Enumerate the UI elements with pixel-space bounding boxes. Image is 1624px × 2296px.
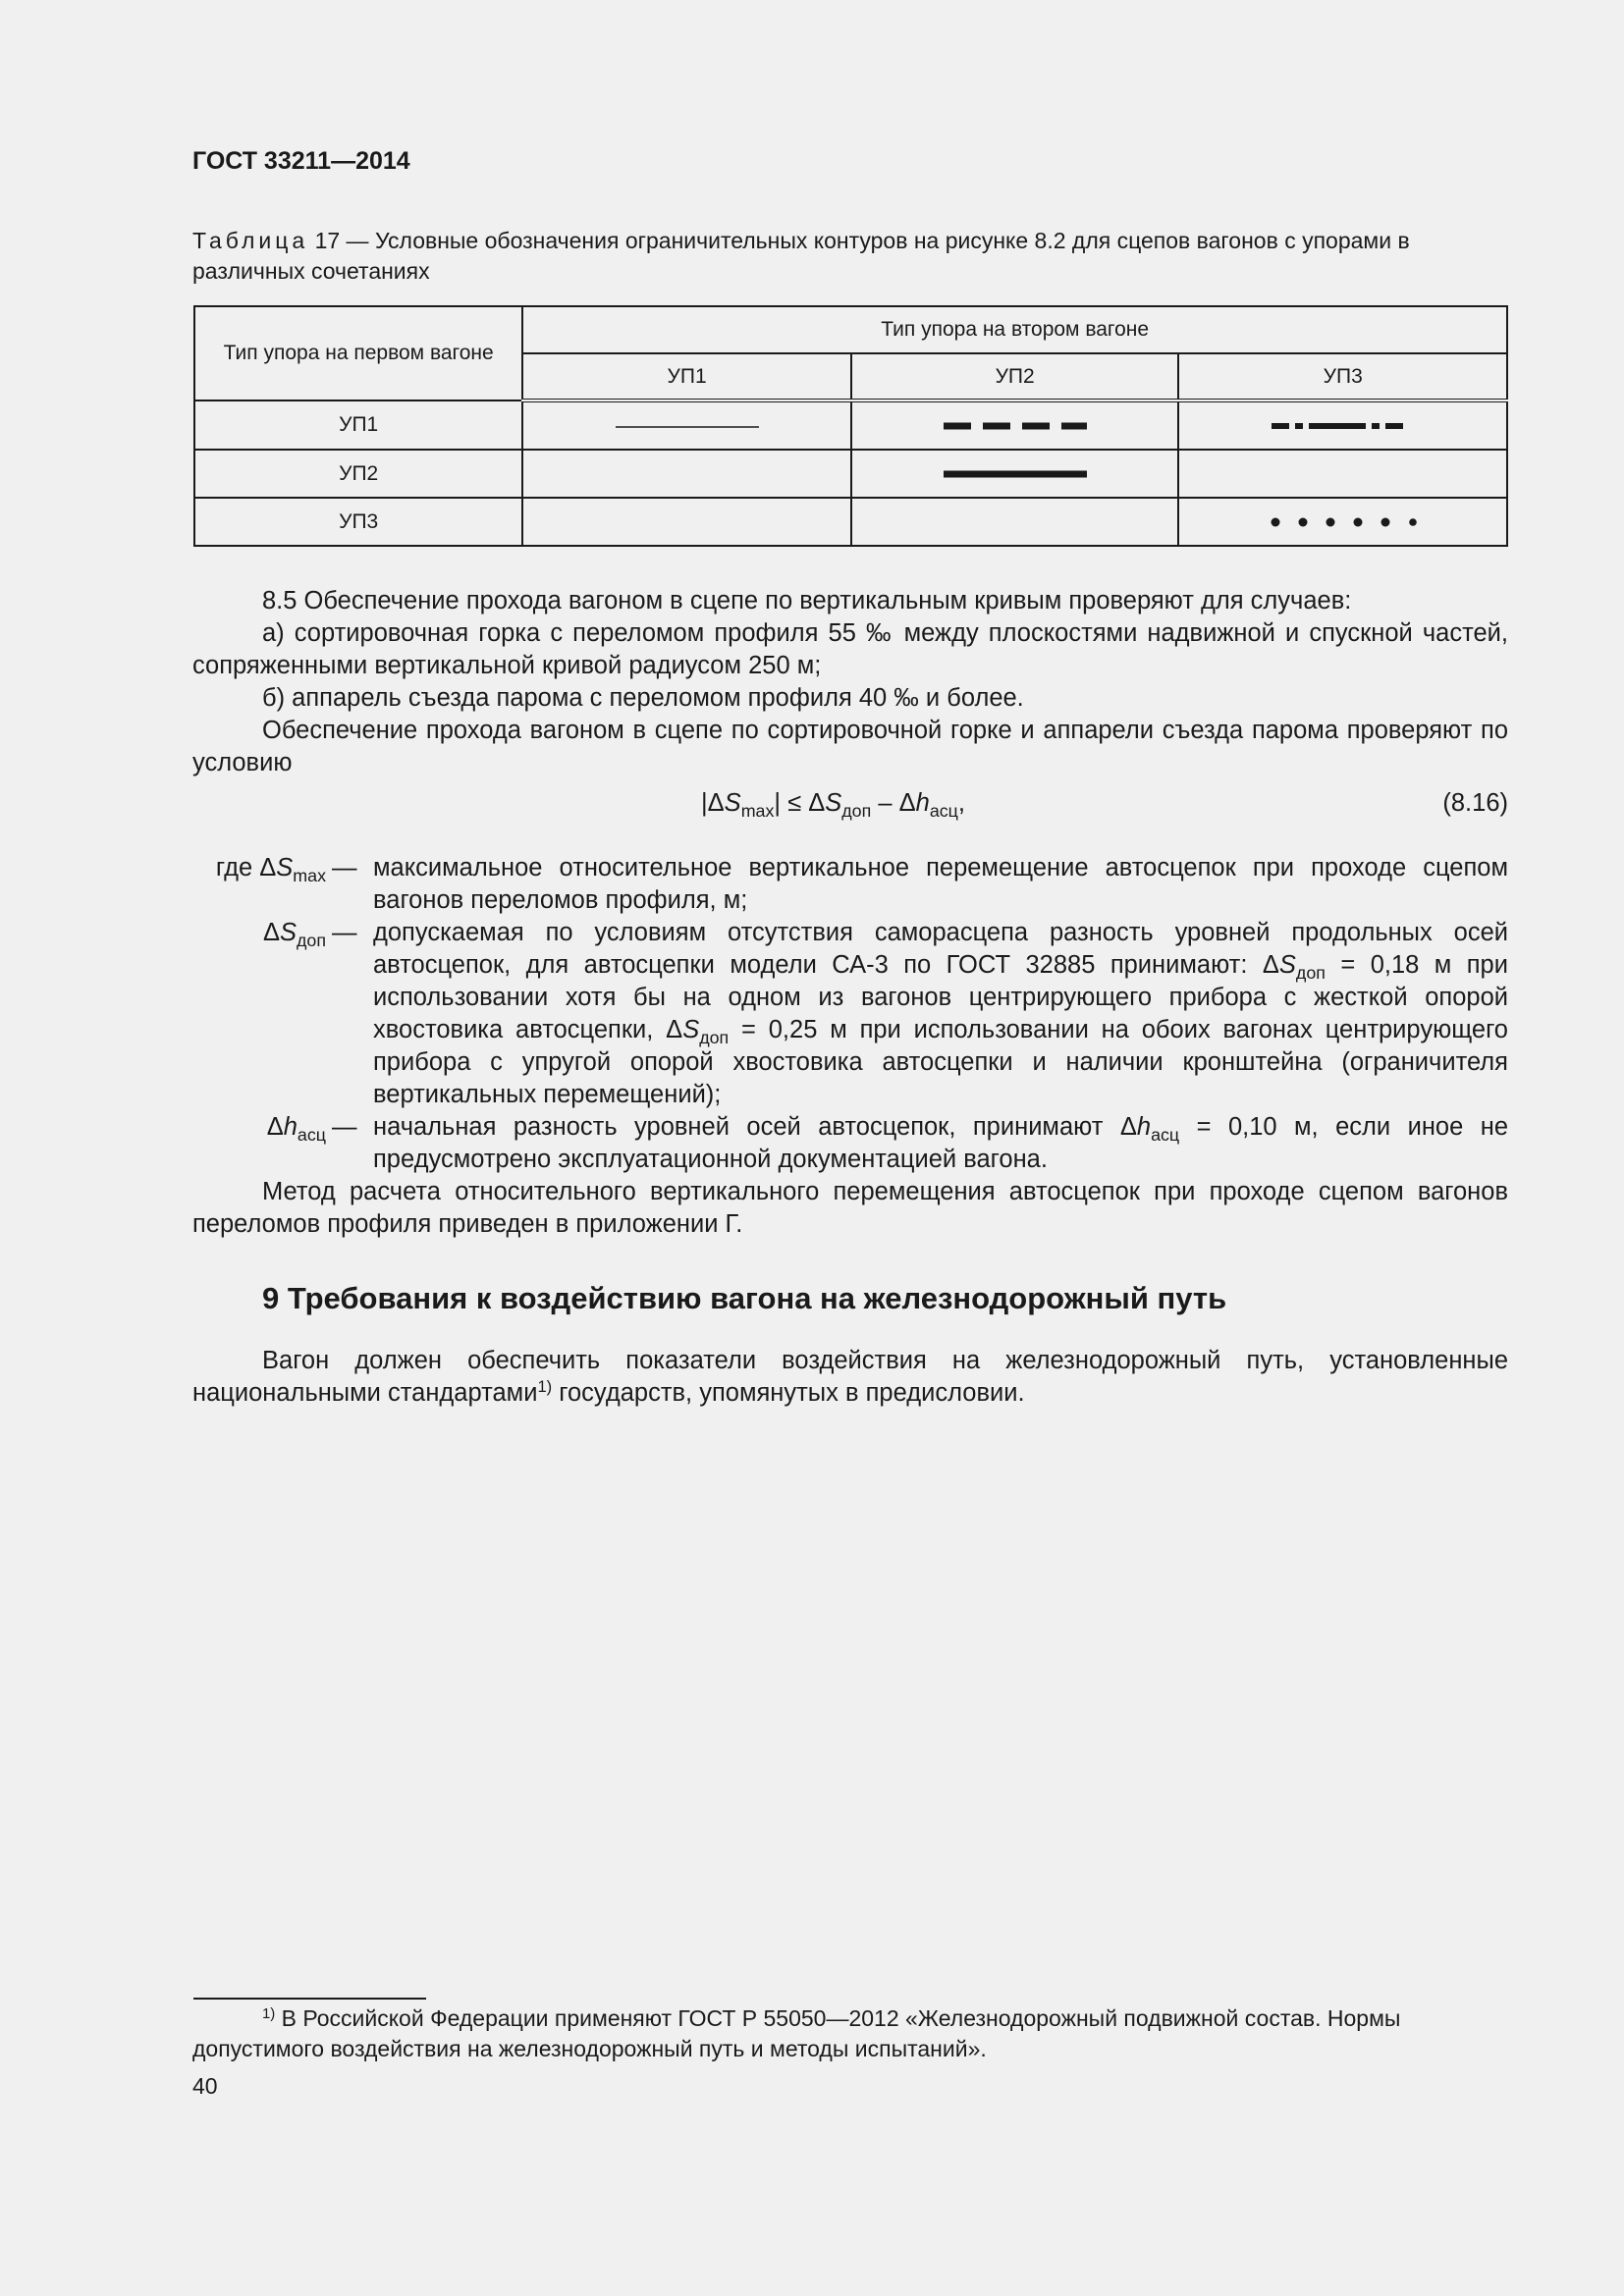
row-label: УП1 bbox=[194, 400, 522, 450]
definition-term-s-max: где $\Delta S_{max}$ bbox=[215, 854, 326, 886]
formula-number: (8.16) bbox=[1442, 789, 1508, 817]
line-sample-dash-dot bbox=[1178, 400, 1507, 450]
definition-term-h-asc: $\Delta h_{асц}$ bbox=[266, 1113, 326, 1146]
page-number: 40 bbox=[192, 2073, 218, 2099]
table-row bbox=[194, 400, 1507, 450]
line-sample-thick-dashed bbox=[851, 400, 1179, 450]
paragraph-condition: Обеспечение прохода вагоном в сцепе по сортировочной горке и аппарели съезда парома проверяют по условию bbox=[192, 717, 1508, 776]
formula-8-16: $|\Delta S_{max}| \le \Delta S_{доп} - \Delta h_{асц}$, bbox=[701, 789, 965, 822]
table-row bbox=[194, 450, 1507, 498]
column-header-up2: УП2 bbox=[851, 353, 1179, 400]
line-sample-thin-solid bbox=[522, 400, 851, 450]
empty-cell bbox=[522, 498, 851, 546]
definition-term-s-dop: $\Delta S_{доп}$ bbox=[262, 919, 326, 951]
section-9-title: 9 Требования к воздействию вагона на железнодорожный путь bbox=[262, 1281, 1227, 1315]
line-sample-thick-solid bbox=[851, 450, 1179, 498]
document-code: ГОСТ 33211—2014 bbox=[192, 147, 410, 175]
paragraph-8-5: 8.5 Обеспечение прохода вагоном в сцепе по вертикальным кривым проверяют для случаев: bbox=[262, 587, 1352, 614]
row-label: УП2 bbox=[194, 450, 522, 498]
row-label: УП3 bbox=[194, 498, 522, 546]
footnote-reference[interactable]: 1) bbox=[537, 1376, 553, 1396]
table-caption-text: 17 — Условные обозначения ограничительных контуров на рисунке 8.2 для сцепов вагонов с упорами в различных сочетаниях bbox=[192, 228, 1410, 284]
footnote-mark: 1) bbox=[262, 2004, 276, 2022]
definition-text-h-asc: начальная разность уровней осей автосцепок, принимают $\Delta h_{асц} = 0,10$ м, если иное не предусмотрено эксплуатационной документацией вагона. bbox=[373, 1113, 1509, 1173]
table-caption-word: Таблица bbox=[192, 228, 309, 253]
list-item-a: а) сортировочная горка с переломом профиля 55 ‰ между плоскостями надвижной и спускной частей, сопряженными вертикальной кривой радиусом 250 м; bbox=[192, 619, 1508, 679]
empty-cell bbox=[522, 450, 851, 498]
row-header-cell: Тип упора на первом вагоне bbox=[194, 306, 522, 400]
table-caption bbox=[192, 226, 1508, 287]
table-row bbox=[194, 498, 1507, 546]
definition-text-s-dop: допускаемая по условиям отсутствия саморасцепа разность уровней продольных осей автосцепок, для автосцепки модели СА-3 по ГОСТ 32885 принимают: $\Delta S_{доп} = 0,18$ м при использовании хотя бы на одном из вагонов центрирующего прибора с жесткой опорой хвостовика автосцепки, $\Delta S_{доп} = 0,25$ м при использовании на обоих вагонах центрирующего прибора с упругой опорой хвостовика автосцепки и наличии кронштейна (ограничителя вертикальных перемещений); bbox=[373, 919, 1508, 1108]
column-header-up3: УП3 bbox=[1178, 353, 1507, 400]
column-group-header: Тип упора на втором вагоне bbox=[522, 306, 1507, 353]
section-9-paragraph: Вагон должен обеспечить показатели воздействия на железнодорожный путь, установленные национальными стандартами$^{1)}$ государств, упомянутых в предисловии. bbox=[192, 1347, 1508, 1407]
line-sample-dotted bbox=[1178, 498, 1507, 546]
empty-cell bbox=[1178, 450, 1507, 498]
footnote-separator bbox=[193, 1998, 426, 2000]
footnote-text: В Российской Федерации применяют ГОСТ Р 55050—2012 «Железнодорожный подвижной состав. Нормы допустимого воздействия на железнодорожный путь и методы испытаний». bbox=[192, 2005, 1401, 2061]
empty-cell bbox=[851, 498, 1179, 546]
column-header-up1: УП1 bbox=[522, 353, 851, 400]
footnote bbox=[192, 2003, 1508, 2064]
list-item-b: б) аппарель съезда парома с переломом профиля 40 ‰ и более. bbox=[262, 684, 1024, 712]
paragraph-method: Метод расчета относительного вертикального перемещения автосцепок при проходе сцепом вагонов переломов профиля приведен в приложении Г. bbox=[192, 1178, 1508, 1238]
definition-dash: — bbox=[332, 919, 357, 946]
definition-dash: — bbox=[332, 854, 357, 881]
definition-text-s-max: максимальное относительное вертикальное перемещение автосцепок при проходе сцепом вагонов переломов профиля, м; bbox=[373, 854, 1508, 914]
table-17 bbox=[193, 305, 1508, 547]
definition-dash: — bbox=[332, 1113, 357, 1141]
